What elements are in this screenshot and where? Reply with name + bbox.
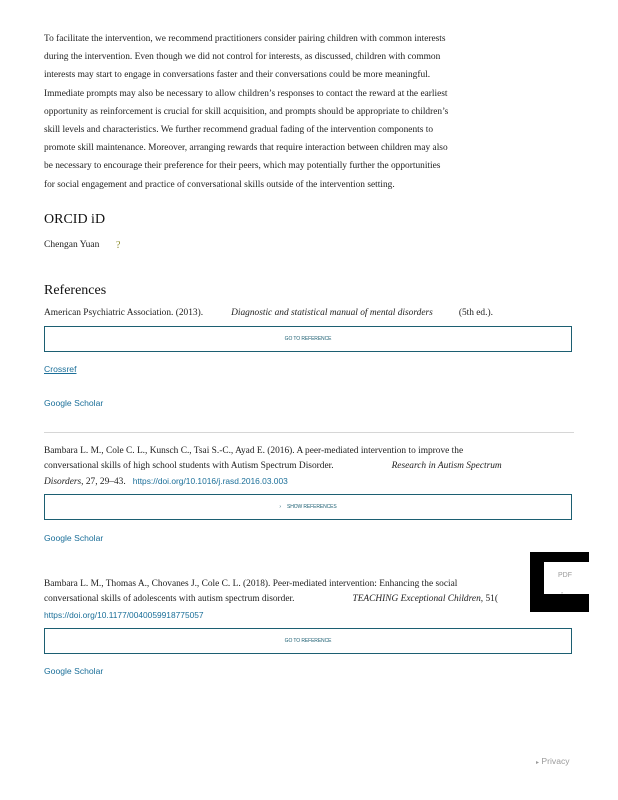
paragraph-line: opportunity as reinforcement is crucial for skill acquisition, and prompts should be appropriate to children’s <box>44 106 449 117</box>
paragraph-line: To facilitate the intervention, we recommend practitioners consider pairing children with common interests <box>44 34 446 44</box>
reference-1-title: Diagnostic and statistical manual of mental disorders <box>231 308 433 318</box>
chevron-icon: » <box>561 590 564 595</box>
paragraph-line: be necessary to encourage their preference for their peers, which may potentially further the opportunities <box>44 161 441 172</box>
reference-2-journal-cont: Disorders <box>44 477 82 487</box>
reference-1 <box>44 308 493 318</box>
paragraph-line: for social engagement and practice of conversational skills outside of the intervention setting. <box>44 179 395 190</box>
orcid-icon[interactable]: ? <box>116 240 121 251</box>
triangle-icon: ▸ <box>536 760 540 766</box>
go-to-reference-button[interactable] <box>44 326 572 352</box>
reference-3-line-1: Bambara L. M., Thomas A., Chovanes J., Cole C. L. (2018). Peer-mediated intervention: Enhancing the social <box>44 579 458 589</box>
reference-2-title: conversational skills of high school students with Autism Spectrum Disorder. <box>44 461 334 471</box>
paragraph-line: during the intervention. Even though we did not control for interests, as discussed, children with common <box>44 52 441 63</box>
reference-divider <box>44 432 574 433</box>
references-heading: References <box>44 283 107 298</box>
orcid-author[interactable]: Chengan Yuan <box>44 240 100 250</box>
paragraph-line: interests may start to engage in conversations faster and their conversations could be more meaningful. <box>44 70 431 81</box>
paragraph-line: promote skill maintenance. Moreover, arranging rewards that require interaction between children may also <box>44 143 448 154</box>
paragraph-line: skill levels and characteristics. We further recommend gradual fading of the intervention components to <box>44 125 434 136</box>
go-to-reference-label: GO TO REFERENCE <box>284 638 332 644</box>
crossref-label: Crossref <box>44 364 77 374</box>
reference-3-journal: TEACHING Exceptional Children <box>352 594 481 604</box>
body-paragraph <box>44 30 484 194</box>
show-references-button[interactable] <box>44 494 572 520</box>
privacy-label: Privacy <box>541 756 570 766</box>
google-scholar-link[interactable]: Google Scholar <box>44 666 104 676</box>
go-to-reference-label: GO TO REFERENCE <box>284 336 332 342</box>
privacy-link[interactable] <box>536 756 570 766</box>
reference-3-doi-link[interactable]: https://doi.org/10.1177/0040059918775057 <box>44 610 204 620</box>
reference-2-line-1: Bambara L. M., Cole C. L., Kunsch C., Tsai S.-C., Ayad E. (2016). A peer-mediated intervention to improve the <box>44 446 464 456</box>
reference-2-line-3 <box>44 476 288 487</box>
pdf-label: PDF <box>558 572 572 579</box>
reference-2-volume: , 27, 29–43. <box>81 477 126 487</box>
reference-1-edition: (5th ed.). <box>458 308 493 318</box>
reference-2-journal: Research in Autism Spectrum <box>391 461 502 471</box>
go-to-reference-button[interactable] <box>44 628 572 654</box>
reference-2-line-2 <box>44 461 502 471</box>
reference-3-line-3 <box>44 610 204 621</box>
orcid-heading: ORCID iD <box>44 212 106 227</box>
show-references-label: SHOW REFERENCES <box>286 504 337 510</box>
reference-3-title: conversational skills of adolescents with autism spectrum disorder. <box>44 594 295 604</box>
caret-icon: › <box>279 504 281 510</box>
reference-3-line-2 <box>44 594 498 604</box>
reference-3-volume: , 51( <box>480 594 498 604</box>
paragraph-line: Immediate prompts may also be necessary to allow children’s responses to contact the reward at the earliest <box>44 88 448 99</box>
google-scholar-link[interactable]: Google Scholar <box>44 398 104 408</box>
pdf-button[interactable] <box>544 562 589 594</box>
reference-2-doi-link[interactable]: https://doi.org/10.1016/j.rasd.2016.03.003 <box>132 476 288 486</box>
google-scholar-link[interactable]: Google Scholar <box>44 533 104 543</box>
reference-1-authors: American Psychiatric Association. (2013). <box>44 308 204 318</box>
crossref-link[interactable] <box>44 364 76 374</box>
